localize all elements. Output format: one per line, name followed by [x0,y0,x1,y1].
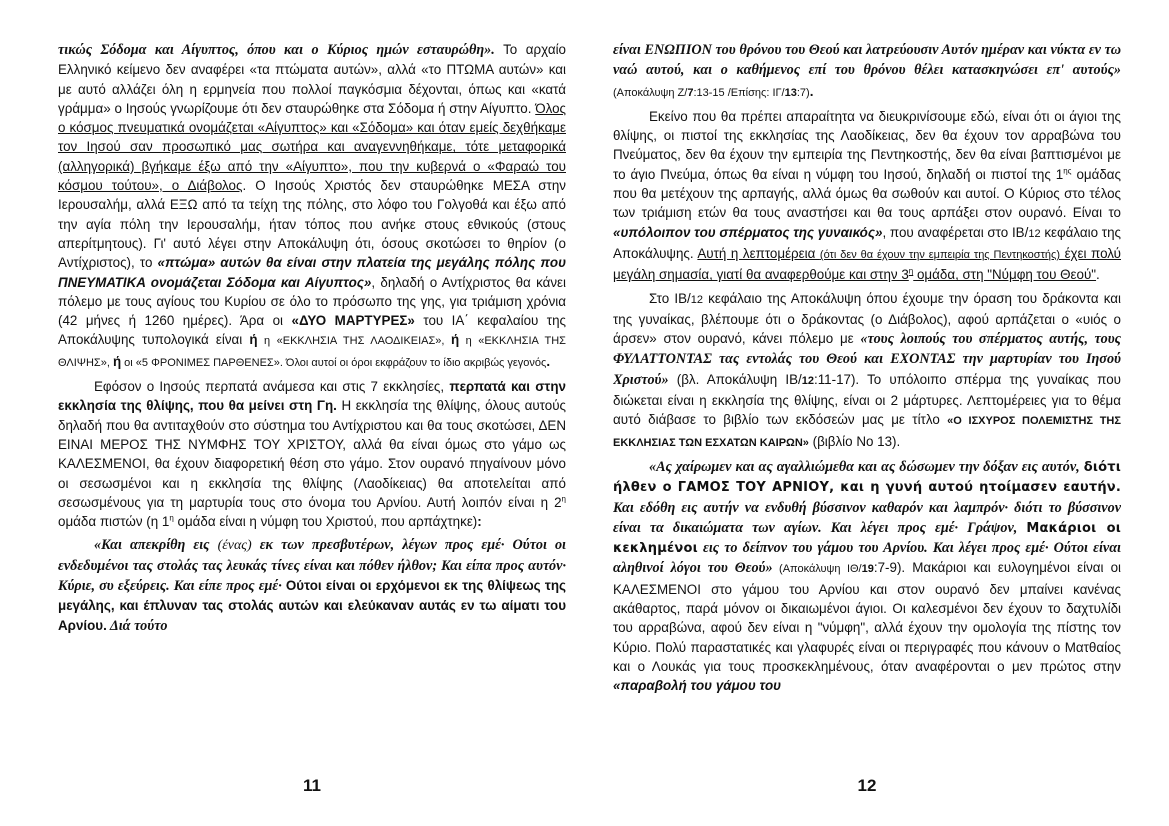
left-page [58,40,566,770]
right-paragraph-1: είναι ΕΝΩΠΙΟΝ του θρόνου του Θεού και λατρεύουσιν Αυτόν ημέραν και νύκτα εν τω ναώ αυτού, και ο καθήμενος επί του θρόνου θέλει κατασκηνώσει επ' αυτούς» (Αποκάλυψη Ζ/7:13-15 /Επίσης: ΙΓ/13:7). [613,42,1121,99]
left-scripture-quote: «Και απεκρίθη εις (ένας) εκ των πρεσβυτέρων, λέγων προς εμέ· Ούτοι οι ενδεδυμένοι τας στολάς τας λευκάς τίνες είναι και πόθεν ήλθον; Και είπα προς αυτόν· Κύριε, συ εξεύρεις. Και είπε προς εμέ· Ούτοι είναι οι ερχόμενοι εκ της θλίψεως της μεγάλης, και έπλυναν τας στολάς αυτών και ελεύκαναν αυτάς εν τω αίματι του Αρνίου. Διά τούτο [58,537,566,634]
left-paragraph-2: Εφόσον ο Ιησούς περπατά ανάμεσα και στις 7 εκκλησίες, περπατά και στην εκκλησία της θλίψης, που θα μείνει στη Γη. Η εκκλησία της θλίψης, όλους αυτούς δηλαδή που θα αντιταχθούν στο σύστημα του Αντίχριστου και θα τους σκοτώσει, ΔΕΝ ΕΙΝΑΙ ΜΕΡΟΣ ΤΗΣ ΝΥΜΦΗΣ ΤΟΥ ΧΡΙΣΤΟΥ, αλλά θα είναι όμως στο γάμο ως ΚΑΛΕΣΜΕΝΟΙ, θα έχουν διαφορετική θέση στο γάμο. Στον ουρανό πηγαίνουν μόνο οι σεσωσμένοι και η εκκλησία της θλίψης (Λαοδίκειας) θα αποτελείται από σεσωσμένους για τη μαρτυρία τους στο όνομα του Αρνίου. Αυτή λοιπόν είναι η $2^\eta$ ομάδα πιστών (η $1^\eta$ ομάδα είναι η νύμφη του Χριστού, που αρπάχτηκε): [58,379,566,530]
right-paragraph-3: Στο ΙΒ/12 κεφάλαιο της Αποκάλυψη όπου έχουμε την όραση του δράκοντα και της γυναίκας, βλέπουμε ότι ο δράκοντας (ο Διάβολος), αφού αρπάζεται ο «υιός ο άρσεν» στον ουρανό, κάνει πόλεμο με «τους λοιπούς του σπέρματος αυτής, τους ΦΥΛΑΤΤΟΝΤΑΣ τας εντολάς του Θεού και ΕΧΟΝΤΑΣ την μαρτυρίαν του Ιησού Χριστού» (βλ. Αποκάλυψη ΙΒ/12:11-17). Το υπόλοιπο σπέρμα της γυναίκας που διώκεται είναι η εκκλησία της θλίψης, είναι οι 2 μάρτυρες. Λεπτομέρειες για το θέμα αυτό διάβασε το βιβλίο των εκδόσεών μας με τίτλο «Ο ΙΣΧΥΡΟΣ ΠΟΛΕΜΙΣΤΗΣ ΤΗΣ ΕΚΚΛΗΣΙΑΣ ΤΩΝ ΕΣΧΑΤΩΝ ΚΑΙΡΩΝ» (βιβλίο Νο 13). [613,290,1121,449]
right-page [613,40,1121,770]
left-paragraph-1: τικώς Σόδομα και Αίγυπτος, όπου και ο Κύριος ημών εσταυρώθη». Το αρχαίο Ελληνικό κείμενο δεν αναφέρει «τα πτώματα αυτών», αλλά «το ΠΤΩΜΑ αυτών» και με αυτό αλλάζει όλη η ερμηνεία που πολλοί παγκόσμια δέχονται, όπως και «κατά γράμμα» ο Ιησούς γνωρίζουμε ότι δεν σταυρώθηκε στα Σόδομα ή στην Αίγυπτο. Όλος ο κόσμος πνευματικά ονομάζεται «Αίγυπτος» και «Σόδομα» και όταν εμείς δεχθήκαμε τον Ιησού σαν προσωπικό μας σωτήρα και αναγεννηθήκαμε, τότε μεταφορικά (αλληγορικά) βγήκαμε έξω από την «Αίγυπτο», που την κυβερνά ο «Φαραώ του κόσμου τούτου», ο Διάβολος. Ο Ιησούς Χριστός δεν σταυρώθηκε ΜΕΣΑ στην Ιερουσαλήμ, αλλά ΕΞΩ από τα τείχη της πόλης, στο λόφο του Γολγοθά και έξω από την αγία πόλη την Ιερουσαλήμ, ήταν τόπος που ανήκε στους εθνικούς (στους απερίτμητους). Γι' αυτό λέγει στην Αποκάλυψη ότι, όσους σκοτώσει το θηρίον (ο Αντίχριστος), το «πτώμα» αυτών θα είναι στην πλατεία της μεγάλης πόλης που ΠΝΕΥΜΑΤΙΚΑ ονομάζεται Σόδομα και Αίγυπτος», δηλαδή ο Αντίχριστος θα κάνει πόλεμο με τους αγίους του Κυρίου σε όλο το πρόσωπο της γης, για τριάμιση χρόνια (42 μήνες ή 1260 ημέρες). Άρα οι «ΔΥΟ ΜΑΡΤΥΡΕΣ» του ΙΑ΄ κεφαλαίου της Αποκάλυψης τυπολογικά είναι ή η «ΕΚΚΛΗΣΙΑ ΤΗΣ ΛΑΟΔΙΚΕΙΑΣ», ή η «ΕΚΚΛΗΣΙΑ ΤΗΣ ΘΛΙΨΗΣ», ή οι «5 ΦΡΟΝΙΜΕΣ ΠΑΡΘΕΝΕΣ». Όλοι αυτοί οι όροι εκφράζουν το ίδιο ακριβώς γεγονός. [58,42,566,369]
page-number-left: 11 [303,776,321,795]
page-number-right: 12 [857,776,877,795]
right-scripture-quote: «Ας χαίρωμεν και ας αγαλλιώμεθα και ας δώσωμεν την δόξαν εις αυτόν, διότι ήλθεν ο ΓΑΜΟΣ ΤΟΥ ΑΡΝΙΟΥ, και η γυνή αυτού ητοίμασεν εαυτήν. Και εδόθη εις αυτήν να ενδυθή βύσσινον καθαρόν και λαμπρόν· διότι το βύσσινον είναι τα δικαιώματα των αγίων. Και λέγει προς εμέ· Γράψον, Μακάριοι οι κεκλημένοι εις το δείπνον του γάμου του Αρνίου. Και λέγει προς εμέ· Ούτοι είναι αληθινοί λόγοι του Θεού» (Αποκάλυψη ΙΘ/19:7-9). Μακάριοι και ευλογημένοι είναι οι ΚΑΛΕΣΜΕΝΟΙ στο γάμου του Αρνίου και στον ουρανό δεν μπαίνει κανένας ακάθαρτος, παρά μόνον οι δικαιωμένοι άγιοι. Οι καλεσμένοι δεν έχουν το δαχτυλίδι του αρραβώνα, αφού δεν είναι η "νύμφη", αλλά έχουν την ομολογία της πίστης τον Κύριο. Πολύ παραστατικές και γλαφυρές είναι οι περιγραφές που κάνουν ο Ματθαίος και ο Λουκάς για τους προσκεκλημένους, όταν αναφέρονται ο μεν πρώτος στην «παραβολή του γάμου του [613,458,1121,694]
right-paragraph-2: Εκείνο που θα πρέπει απαραίτητα να διευκρινίσουμε εδώ, είναι ότι οι άγιοι της θλίψης, οι πιστοί της εκκλησίας της Λαοδίκειας, δεν θα έχουν τον αρραβώνα του Πνεύματος, δεν θα έχουν την εμπειρία της Πεντηκοστής, δεν θα είναι βαπτισμένοι με το άγιο Πνεύμα, όπως θα είναι η νύμφη του Ιησού, δηλαδή οι πιστοί της $1^{\eta\varsigma}$ ομάδας που θα μετέχουν της αρπαγής, αλλά όμως θα σωθούν και αυτοί. Ο Κύριος στο τέλος των τριάμιση ετών θα τους αναστήσει και θα τους αρπάξει στον ουρανό. Είναι το «υπόλοιπον του σπέρματος της γυναικός», που αναφέρεται στο ΙΒ/12 κεφάλαιο της Αποκάλυψης. Αυτή η λεπτομέρεια (ότι δεν θα έχουν την εμπειρία της Πεντηκοστής) έχει πολύ μεγάλη σημασία, γιατί θα αναφερθούμε και στην $3^\eta$ ομάδα, στη "Νύμφη του Θεού". [613,108,1121,283]
